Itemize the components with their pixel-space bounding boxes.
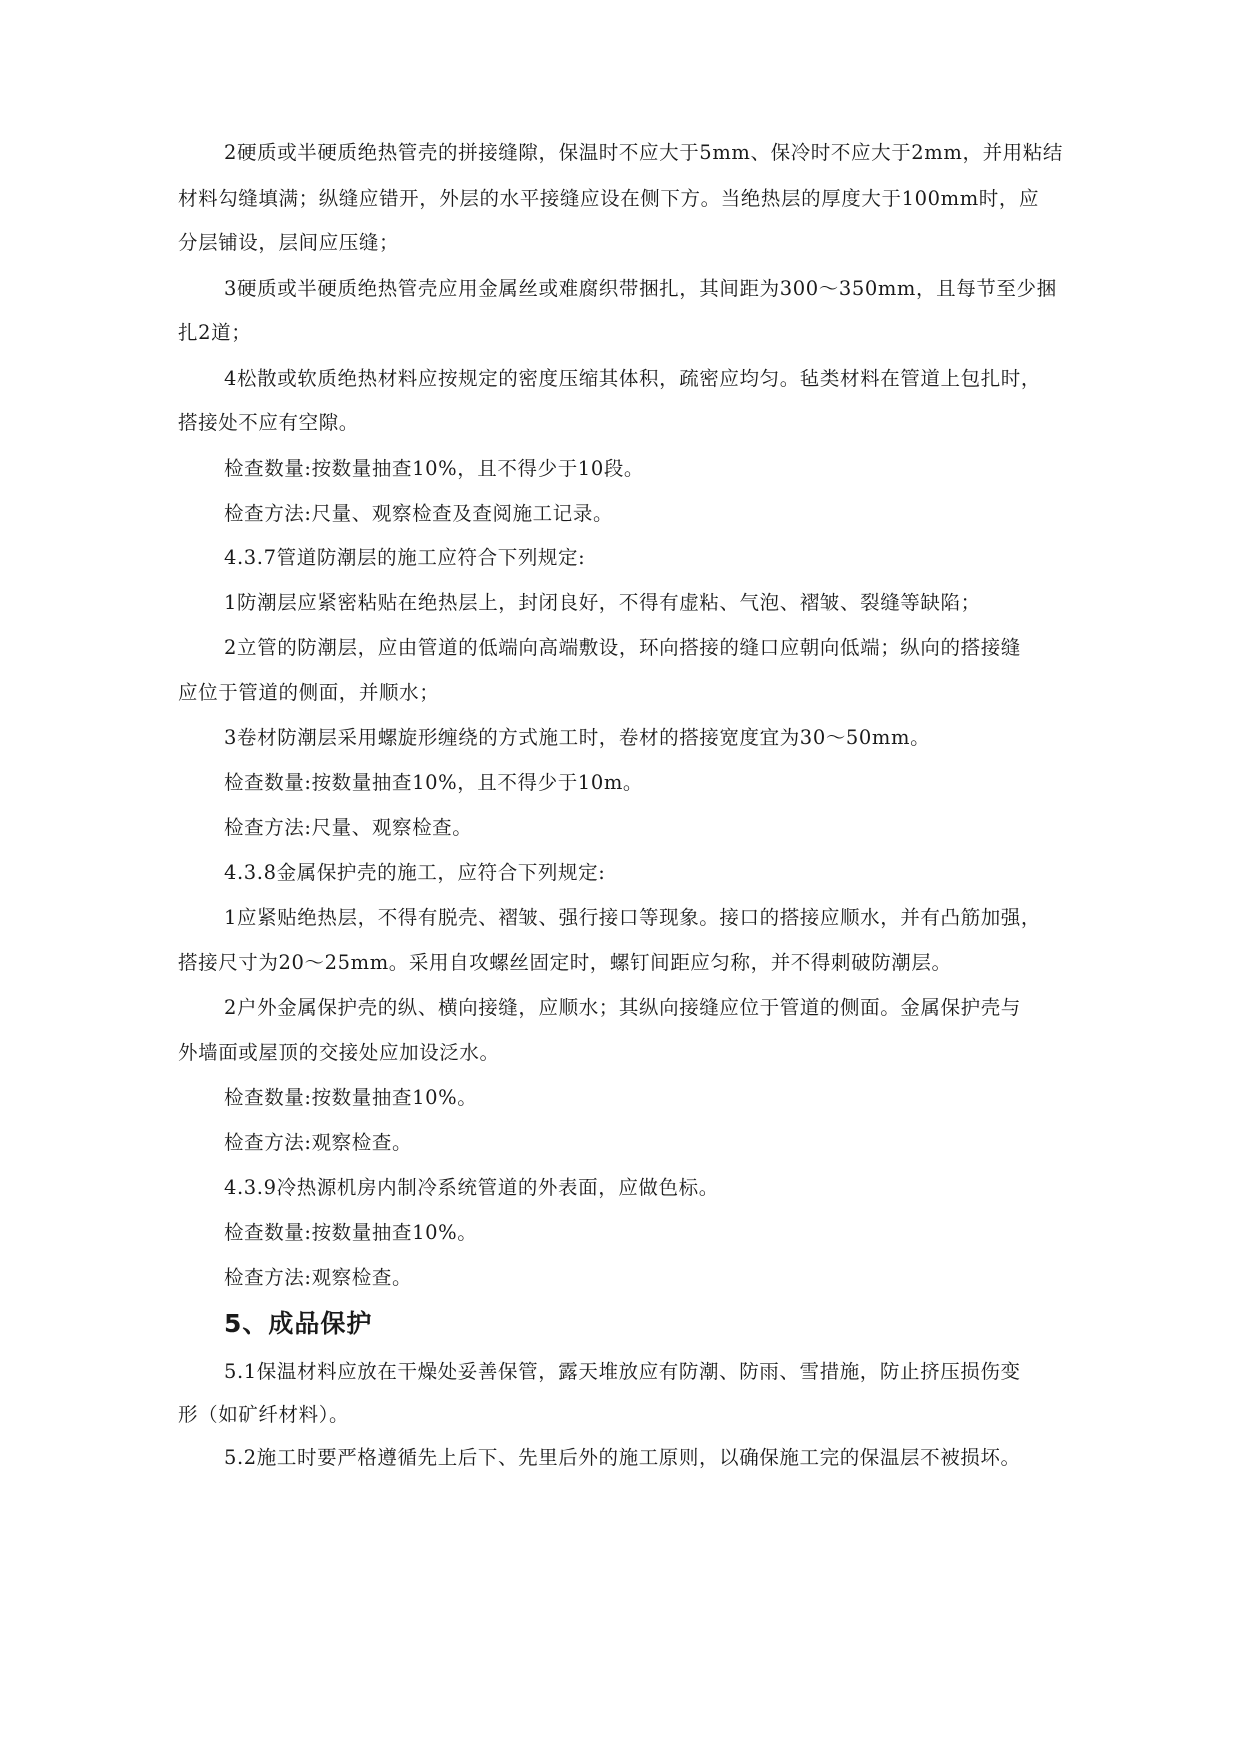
paragraph-line: 检查数量:按数量抽查10%，且不得少于10m。 [224,771,644,794]
paragraph-line: 5.1保温材料应放在干燥处妥善保管，露天堆放应有防潮、防雨、雪措施，防止挤压损伤变 [224,1360,1021,1383]
paragraph-line: 检查方法:观察检查。 [224,1266,413,1289]
paragraph-line: 外墙面或屋顶的交接处应加设泛水。 [178,1041,500,1064]
paragraph-line: 检查方法:观察检查。 [224,1131,413,1154]
paragraph-line: 2户外金属保护壳的纵、横向接缝，应顺水；其纵向接缝应位于管道的侧面。金属保护壳与 [224,996,1021,1019]
paragraph-line: 4.3.8金属保护壳的施工，应符合下列规定: [224,861,606,884]
section-heading: 5、成品保护 [224,1309,373,1338]
paragraph-line: 搭接处不应有空隙。 [178,411,359,434]
paragraph-line: 1防潮层应紧密粘贴在绝热层上，封闭良好，不得有虚粘、气泡、褶皱、裂缝等缺陷； [224,591,981,614]
paragraph-line: 检查数量:按数量抽查10%。 [224,1221,478,1244]
paragraph-line: 搭接尺寸为20～25mm。采用自攻螺丝固定时，螺钉间距应匀称，并不得刺破防潮层。 [178,951,952,974]
paragraph-line: 4.3.7管道防潮层的施工应符合下列规定: [224,546,586,569]
paragraph-line: 3卷材防潮层采用螺旋形缠绕的方式施工时，卷材的搭接宽度宜为30～50mm。 [224,726,931,749]
paragraph-line: 2立管的防潮层，应由管道的低端向高端敷设，环向搭接的缝口应朝向低端；纵向的搭接缝 [224,636,1021,659]
paragraph-line: 检查方法:尺量、观察检查及查阅施工记录。 [224,502,614,525]
paragraph-line: 3硬质或半硬质绝热管壳应用金属丝或难腐织带捆扎，其间距为300～350mm，且每节至少捆 [224,277,1057,300]
paragraph-line: 扎2道； [178,321,252,344]
paragraph-line: 2硬质或半硬质绝热管壳的拼接缝隙，保温时不应大于5mm、保冷时不应大于2mm，并用粘结 [224,141,1063,164]
paragraph-line: 4松散或软质绝热材料应按规定的密度压缩其体积，疏密应均匀。毡类材料在管道上包扎时， [224,367,1042,390]
paragraph-line: 检查方法:尺量、观察检查。 [224,816,473,839]
paragraph-line: 检查数量:按数量抽查10%，且不得少于10段。 [224,457,645,480]
paragraph-line: 4.3.9冷热源机房内制冷系统管道的外表面，应做色标。 [224,1176,719,1199]
paragraph-line: 应位于管道的侧面，并顺水； [178,681,440,704]
paragraph-line: 分层铺设，层间应压缝； [178,231,400,254]
paragraph-line: 形（如矿纤材料）。 [178,1403,350,1426]
paragraph-line: 材料勾缝填满；纵缝应错开，外层的水平接缝应设在侧下方。当绝热层的厚度大于100mm时，应 [178,187,1040,210]
paragraph-line: 5.2施工时要严格遵循先上后下、先里后外的施工原则，以确保施工完的保温层不被损坏。 [224,1446,1021,1469]
paragraph-line: 检查数量:按数量抽查10%。 [224,1086,478,1109]
paragraph-line: 1应紧贴绝热层，不得有脱壳、褶皱、强行接口等现象。接口的搭接应顺水，并有凸筋加强， [224,906,1042,929]
